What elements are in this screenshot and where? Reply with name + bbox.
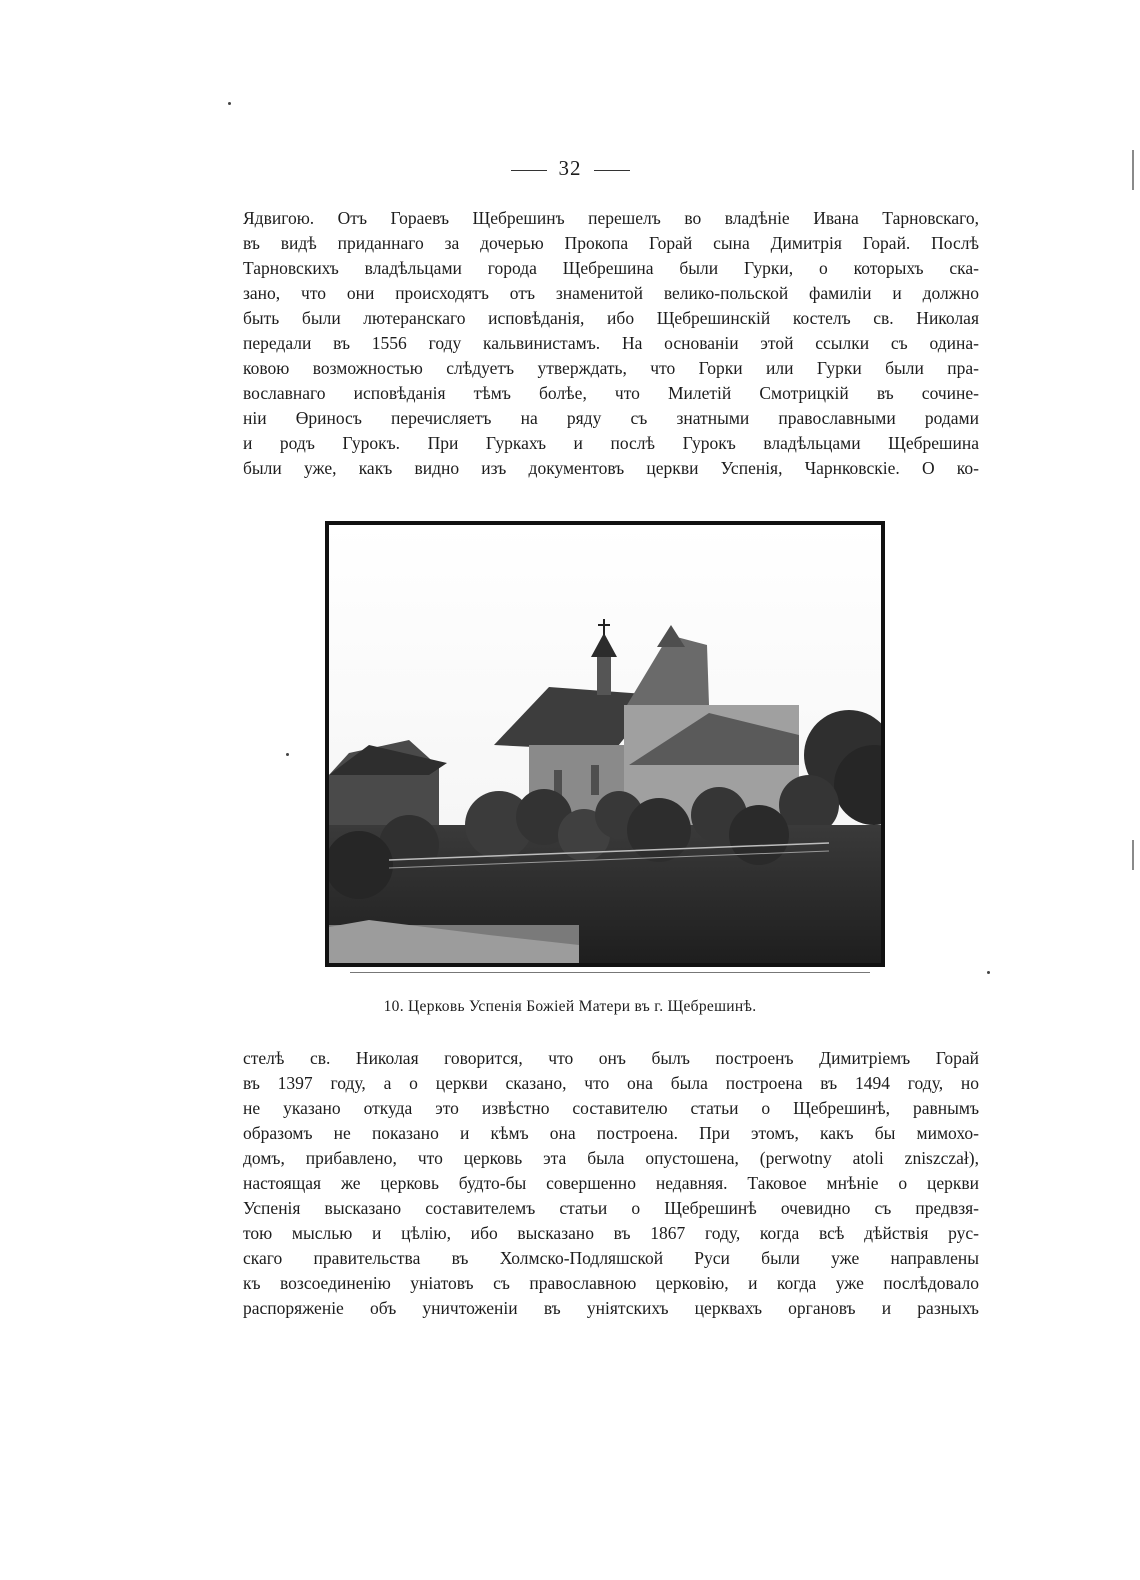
page-number <box>0 156 1140 181</box>
text-line: стелѣ св. Николая говорится, что онъ былъ построенъ Димитріемъ Горай <box>243 1048 979 1068</box>
text-line: тою мыслью и цѣлію, ибо высказано въ 1867 году, когда всѣ дѣйствія рус- <box>243 1223 979 1243</box>
text-line: были уже, какъ видно изъ документовъ церкви Успенія, Чарнковскіе. О ко- <box>243 458 979 478</box>
text-line: ковою возможностью слѣдуетъ утверждать, что Горки или Гурки были пра- <box>243 358 979 378</box>
text-line: въ видѣ приданнаго за дочерью Прокопа Горай сына Димитрія Горай. Послѣ <box>243 233 979 253</box>
scan-speck <box>987 971 990 974</box>
text-line: не указано откуда это извѣстно составителю статьи о Щебрешинѣ, равнымъ <box>243 1098 979 1118</box>
paragraph-top <box>243 206 979 481</box>
text-line: ніи Өриносъ перечисляетъ на ряду съ знатными православными родами <box>243 408 979 428</box>
text-line: Ядвигою. Отъ Гораевъ Щебрешинъ перешелъ во владѣніе Ивана Тарновскаго, <box>243 208 979 228</box>
text-line: къ возсоединенію уніатовъ съ православною церковію, и когда уже послѣдовало <box>243 1273 979 1293</box>
scan-edge-mark <box>1132 840 1134 870</box>
scan-speck <box>228 102 231 105</box>
page-number-value: 32 <box>558 156 582 180</box>
page-number-dash-left <box>511 170 547 171</box>
photo-underline <box>350 972 870 973</box>
text-line: въ 1397 году, а о церкви сказано, что она была построена въ 1494 году, но <box>243 1073 979 1093</box>
church-photo-image <box>329 525 881 963</box>
text-line: скаго правительства въ Холмско-Подляшской Руси были уже направлены <box>243 1248 979 1268</box>
text-line: вославнаго исповѣданія тѣмъ болѣе, что Милетій Смотрицкій въ сочине- <box>243 383 979 403</box>
figure-caption: 10. Церковь Успенія Божіей Матери въ г. Щебрешинѣ. <box>383 998 757 1015</box>
page-number-dash-right <box>594 170 630 171</box>
text-line: зано, что они происходятъ отъ знаменитой велико-польской фамиліи и должно <box>243 283 979 303</box>
text-line: настоящая же церковь будто-бы совершенно недавняя. Таковое мнѣніе о церкви <box>243 1173 979 1193</box>
text-line: и родъ Гурокъ. При Гуркахъ и послѣ Гурокъ владѣльцами Щебрешина <box>243 433 979 453</box>
scan-speck <box>286 753 289 756</box>
text-line: распоряженіе объ уничтоженіи въ уніятскихъ церквахъ органовъ и разныхъ <box>243 1298 979 1318</box>
text-line: Успенія высказано составителемъ статьи о Щебрешинѣ очевидно съ предвзя- <box>243 1198 979 1218</box>
text-line: Тарновскихъ владѣльцами города Щебрешина были Гурки, о которыхъ ска- <box>243 258 979 278</box>
text-line: домъ, прибавлено, что церковь эта была опустошена, (perwotny atoli zniszczał), <box>243 1148 979 1168</box>
paragraph-bottom <box>243 1046 979 1321</box>
church-photograph <box>325 521 885 967</box>
text-line: образомъ не показано и кѣмъ она построена. При этомъ, какъ бы мимохо- <box>243 1123 979 1143</box>
text-line: быть были лютеранскаго исповѣданія, ибо Щебрешинскій костелъ св. Николая <box>243 308 979 328</box>
text-line: передали въ 1556 году кальвинистамъ. На основаніи этой ссылки съ одина- <box>243 333 979 353</box>
